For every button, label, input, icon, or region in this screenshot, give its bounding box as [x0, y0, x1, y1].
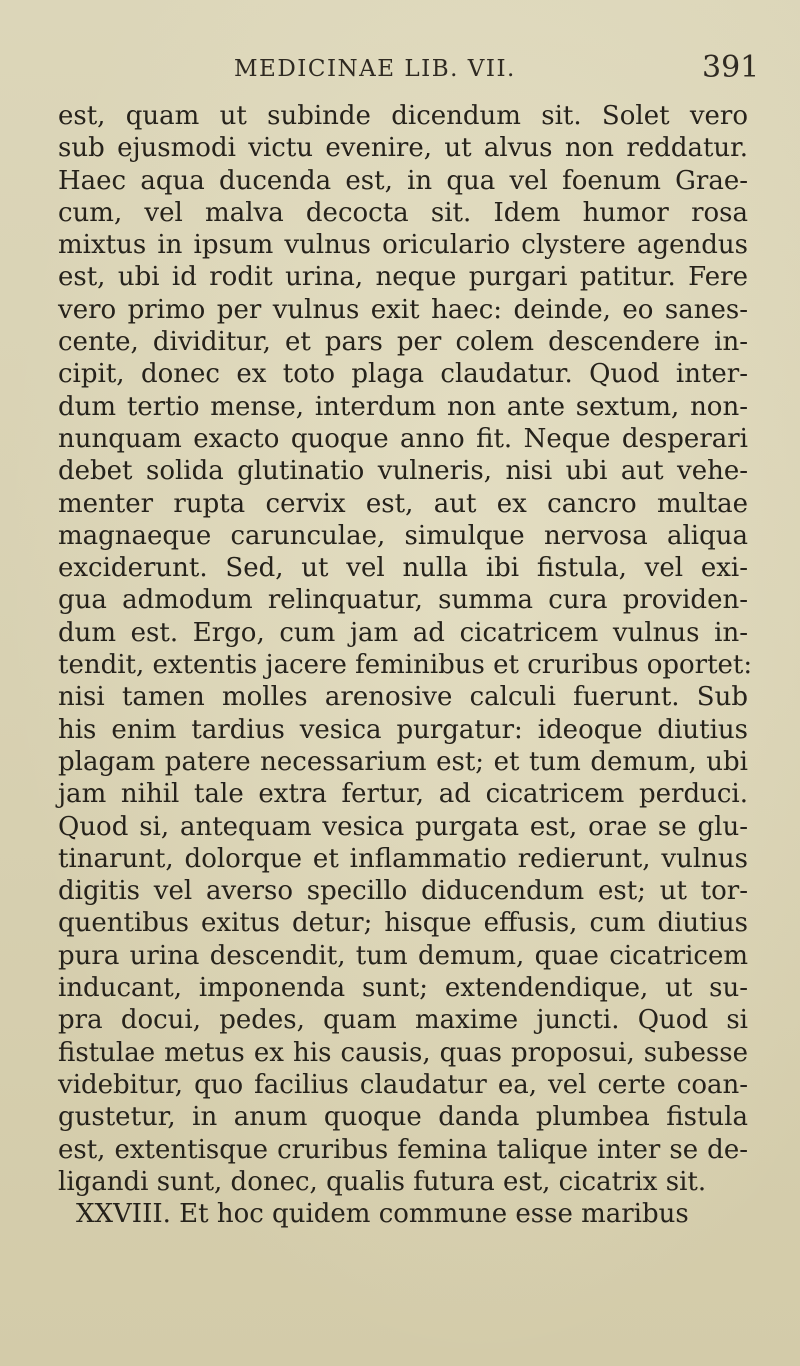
text-line: nunquam exacto quoque anno fit. Neque desperari: [58, 423, 748, 454]
text-line: est, ubi id rodit urina, neque purgari patitur. Fere: [58, 262, 748, 293]
text-line: quentibus exitus detur; hisque effusis, cum diutius: [58, 908, 748, 939]
text-line: dum tertio mense, interdum non ante sextum, non-: [58, 391, 748, 422]
text-line: gua admodum relinquatur, summa cura providen-: [58, 585, 748, 616]
text-line: his enim tardius vesica purgatur: ideoque diutius: [58, 714, 748, 745]
text-line: gustetur, in anum quoque danda plumbea fistula: [58, 1102, 748, 1133]
text-line: menter rupta cervix est, aut ex cancro multae: [58, 488, 748, 519]
running-title: MEDICINAE LIB. VII.: [234, 56, 516, 82]
section-heading-line: XXVIII. Et hoc quidem commune esse maribus: [76, 1199, 689, 1230]
text-line: est, extentisque cruribus femina talique inter se de-: [58, 1134, 748, 1165]
text-line: cipit, donec ex toto plaga claudatur. Quod inter-: [58, 359, 748, 390]
running-head: [0, 50, 800, 90]
text-line: pra docui, pedes, quam maxime juncti. Quod si: [58, 1005, 748, 1036]
text-line: Quod si, antequam vesica purgata est, orae se glu-: [58, 811, 748, 842]
text-line: est, quam ut subinde dicendum sit. Solet vero: [58, 101, 748, 131]
text-line: videbitur, quo facilius claudatur ea, vel certe coan-: [58, 1069, 748, 1100]
page-number: 391: [702, 50, 760, 85]
text-line: nisi tamen molles arenosive calculi fuerunt. Sub: [58, 682, 748, 713]
text-line: plagam patere necessarium est; et tum demum, ubi: [58, 746, 748, 777]
text-line: sub ejusmodi victu evenire, ut alvus non reddatur.: [58, 133, 748, 164]
text-line: inducant, imponenda sunt; extendendique, ut su-: [58, 973, 748, 1004]
text-line: cum, vel malva decocta sit. Idem humor rosa: [58, 197, 748, 228]
text-line: tendit, extentis jacere feminibus et cruribus oportet:: [58, 650, 753, 681]
text-line: debet solida glutinatio vulneris, nisi ubi aut vehe-: [58, 456, 748, 487]
text-line: digitis vel averso specillo diducendum est; ut tor-: [58, 876, 748, 907]
text-line: pura urina descendit, tum demum, quae cicatricem: [58, 940, 748, 971]
text-line: ligandi sunt, donec, qualis futura est, cicatrix sit.: [58, 1166, 707, 1197]
body-text: [58, 100, 753, 1230]
text-line: cente, dividitur, et pars per colem descendere in-: [58, 327, 748, 358]
text-line: dum est. Ergo, cum jam ad cicatricem vulnus in-: [58, 617, 748, 648]
text-line: magnaeque carunculae, simulque nervosa aliqua: [58, 520, 748, 551]
text-line: mixtus in ipsum vulnus oriculario clystere agendus: [58, 230, 748, 261]
text-line: vero primo per vulnus exit haec: deinde, eo sanes-: [58, 294, 748, 325]
text-line: fistulae metus ex his causis, quas proposui, subesse: [58, 1037, 748, 1068]
text-line: tinarunt, dolorque et inflammatio redierunt, vulnus: [58, 843, 748, 874]
text-line: exciderunt. Sed, ut vel nulla ibi fistula, vel exi-: [58, 553, 748, 584]
text-line: Haec aqua ducenda est, in qua vel foenum Grae-: [58, 165, 748, 196]
text-line: jam nihil tale extra fertur, ad cicatricem perduci.: [58, 779, 748, 810]
